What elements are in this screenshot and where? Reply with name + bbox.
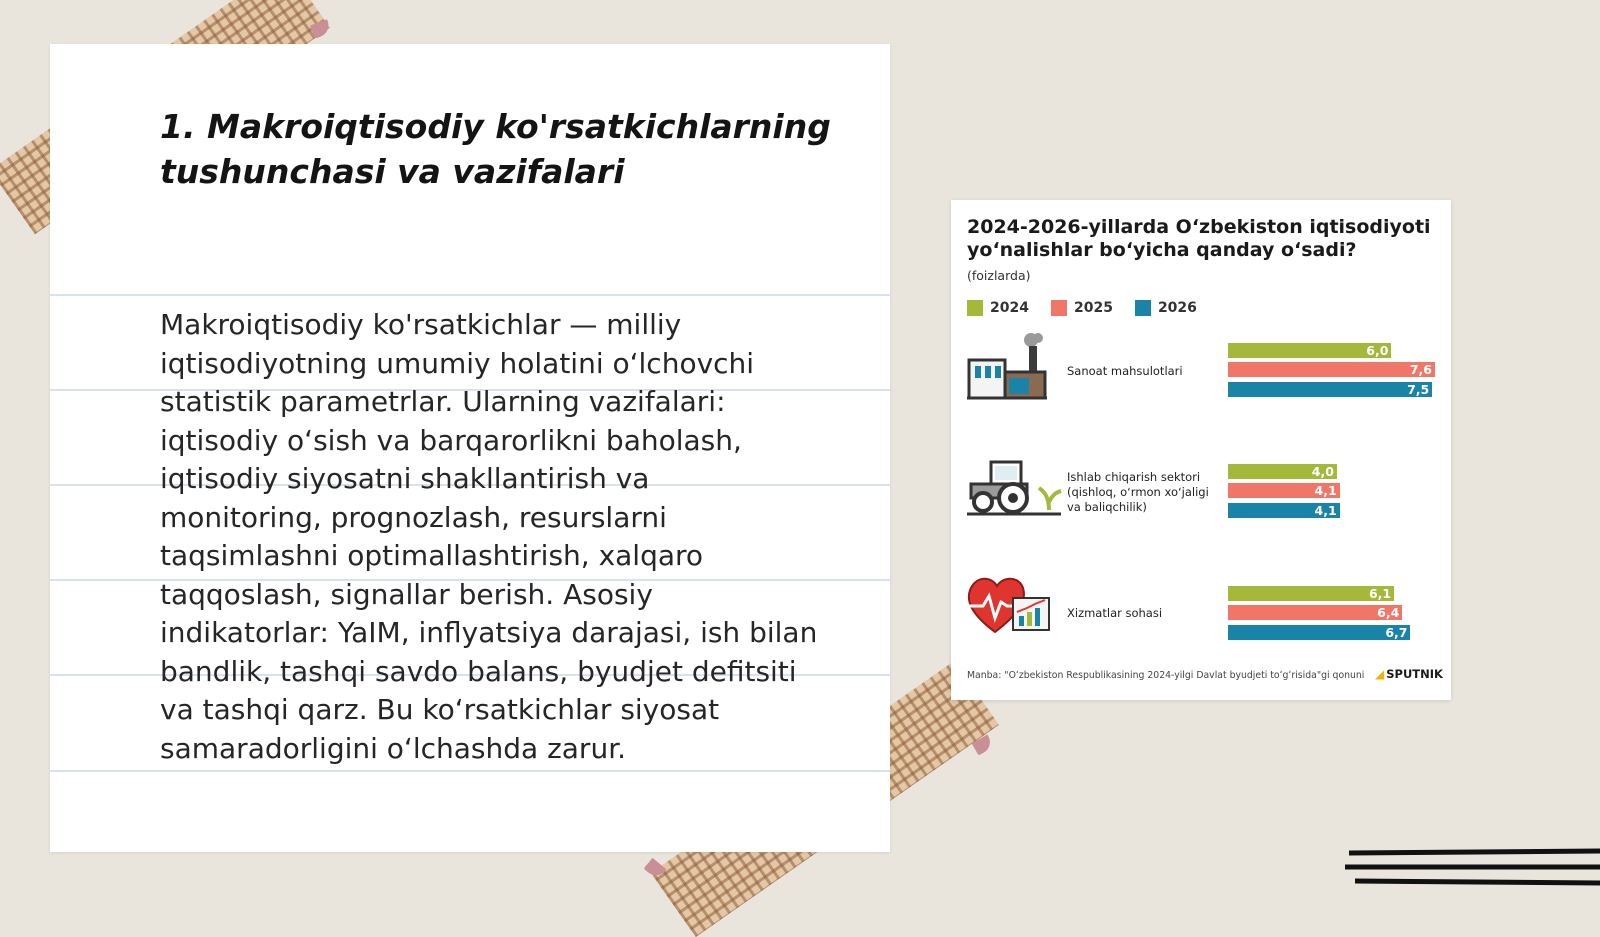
bar-ishlab-2024: 4,0 xyxy=(1228,464,1337,479)
legend-item-2025 xyxy=(1051,300,1113,316)
paper-rule-line xyxy=(50,770,890,772)
chart-legend xyxy=(967,300,1197,316)
slide-title: 1. Makroiqtisodiy ko'rsatkichlarning tushunchasi va vazifalari xyxy=(160,107,831,191)
slide-body-text: Makroiqtisodiy ko'rsatkichlar — milliy iqtisodiyotning umumiy holatini oʻlchovchi statistik parametrlar. Ularning vazifalari: iqtisodiy oʻsish va barqarorlikni baholash, iqtisodiy siyosatni shakllantirish va monitoring, prognozlash, resurslarni taqsimlashni optimallashtirish, xalqaro taqqoslash, signallar berish. Asosiy indikatorlar: YaIM, inflyatsiya darajasi, ish bilan bandlik, tashqi savdo balans, byudjet defitsiti va tashqi qarz. Bu koʻrsatkichlar siyosat samaradorligini oʻlchashda zarur. xyxy=(160,308,818,765)
legend-label-2026: 2026 xyxy=(1157,300,1197,316)
category-label-ishlab-chiqarish: Ishlab chiqarish sektori (qishloq, oʻrmon xoʻjaligi va baliqchilik) xyxy=(1067,470,1209,514)
legend-label-2024: 2024 xyxy=(990,300,1029,316)
category-label-xizmatlar: Xizmatlar sohasi xyxy=(1067,606,1163,620)
legend-swatch-2026 xyxy=(1135,300,1151,316)
chart-source: Manba: "Oʻzbekiston Respublikasining 2024-yilgi Davlat byudjeti toʻgʻrisida"gi qonuni xyxy=(967,670,1365,681)
bar-xizmat-2024: 6,1 xyxy=(1228,586,1394,601)
bar-sanoat-2026: 7,5 xyxy=(1228,382,1432,397)
bar-sanoat-2024: 6,0 xyxy=(1228,343,1391,358)
bar-xizmat-2026: 6,7 xyxy=(1228,625,1410,640)
legend-label-2025: 2025 xyxy=(1073,300,1113,316)
brush-lines-decoration xyxy=(1345,845,1600,895)
sputnik-icon: ◢ xyxy=(1375,667,1385,681)
legend-swatch-2025 xyxy=(1051,300,1067,316)
tractor-icon xyxy=(965,458,1063,516)
paper-rule-line xyxy=(50,294,890,296)
brand-name: SPUTNIK xyxy=(1386,667,1443,681)
chart-subtitle: (foizlarda) xyxy=(967,268,1031,283)
bar-ishlab-2026: 4,1 xyxy=(1228,503,1340,518)
category-label-sanoat: Sanoat mahsulotlari xyxy=(1067,364,1183,378)
chart-title: 2024-2026-yillarda Oʻzbekiston iqtisodiyoti yoʻnalishlar boʻyicha qanday oʻsadi? xyxy=(967,216,1431,261)
brand-logo xyxy=(1375,667,1443,681)
bar-ishlab-2025: 4,1 xyxy=(1228,483,1340,498)
legend-item-2024 xyxy=(967,300,1029,316)
heart-chart-icon xyxy=(965,572,1053,636)
bar-sanoat-2025: 7,6 xyxy=(1228,362,1435,377)
legend-swatch-2024 xyxy=(967,300,983,316)
bar-xizmat-2025: 6,4 xyxy=(1228,605,1402,620)
infographic-card xyxy=(951,200,1451,700)
legend-item-2026 xyxy=(1135,300,1197,316)
factory-icon xyxy=(965,332,1049,402)
